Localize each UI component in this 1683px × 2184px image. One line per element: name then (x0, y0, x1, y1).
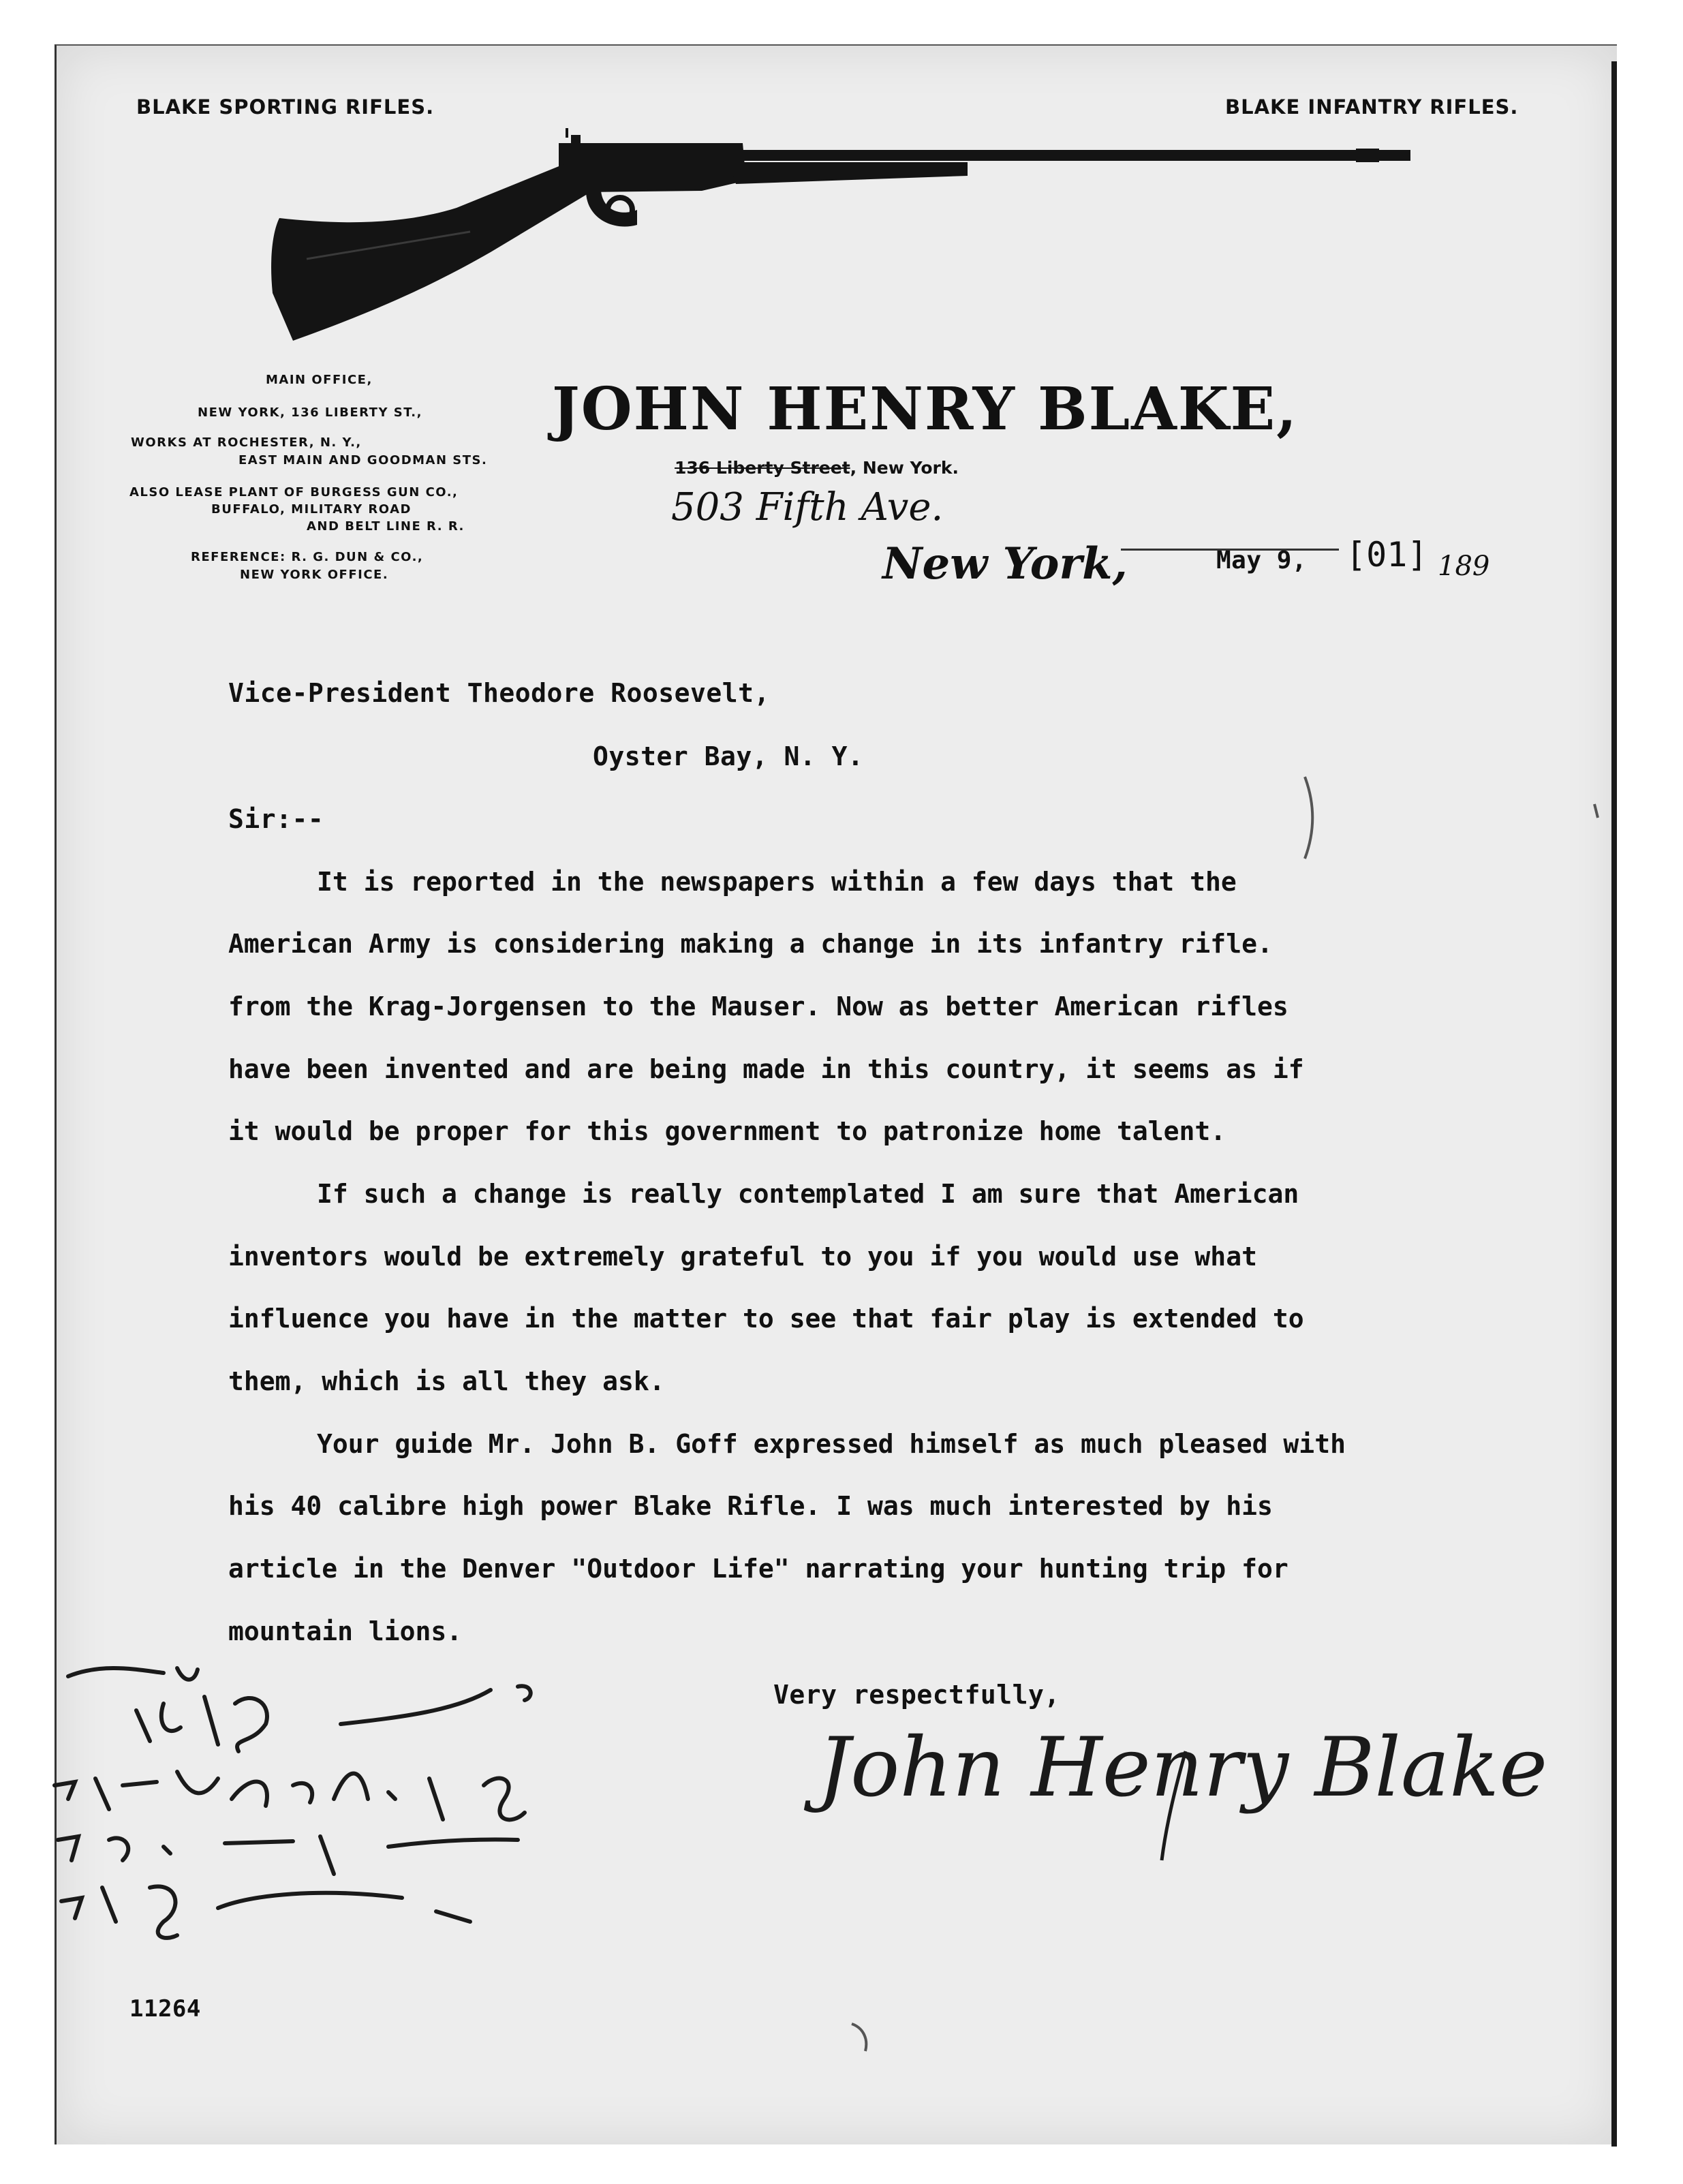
body-line: it would be proper for this government to patronize home talent. (228, 1116, 1226, 1146)
handwritten-address: 503 Fifth Ave. (671, 485, 944, 529)
body-line: influence you have in the matter to see that fair play is extended to (228, 1304, 1304, 1334)
recipient-line1: Vice-President Theodore Roosevelt, (228, 678, 770, 708)
body-line: Your guide Mr. John B. Goff expressed himself as much pleased with (317, 1429, 1346, 1459)
closing: Very respectfully, (773, 1680, 1060, 1710)
body-line: If such a change is really contemplated I am sure that American (317, 1179, 1299, 1209)
office-line: ALSO LEASE PLANT OF BURGESS GUN CO., (129, 485, 459, 499)
office-line: BUFFALO, MILITARY ROAD (211, 502, 412, 517)
left-heading: BLAKE SPORTING RIFLES. (136, 95, 435, 119)
office-line: EAST MAIN AND GOODMAN STS. (238, 453, 488, 467)
office-line: NEW YORK, 136 LIBERTY ST., (198, 405, 422, 420)
year-printed: 189 (1438, 551, 1490, 582)
office-line: MAIN OFFICE, (266, 373, 373, 387)
body-line: have been invented and are being made in this country, it seems as if (228, 1054, 1304, 1084)
office-line: REFERENCE: R. G. DUN & CO., (191, 550, 424, 564)
body-line: mountain lions. (228, 1616, 463, 1646)
body-line: inventors would be extremely grateful to you if you would use what (228, 1242, 1257, 1272)
signature: John Henry Blake (818, 1721, 1548, 1815)
recipient-line2: Oyster Bay, N. Y. (593, 741, 864, 771)
office-line: WORKS AT ROCHESTER, N. Y., (131, 435, 362, 450)
company-name: JOHN HENRY BLAKE, (552, 375, 1299, 444)
file-number: 11264 (129, 1995, 201, 2022)
body-line: his 40 calibre high power Blake Rifle. I was much interested by his (228, 1491, 1273, 1521)
body-line: article in the Denver "Outdoor Life" narrating your hunting trip for (228, 1554, 1288, 1584)
body-line: American Army is considering making a change in its infantry rifle. (228, 929, 1273, 959)
body-line: them, which is all they ask. (228, 1366, 665, 1396)
struck-address: 136 Liberty Street (675, 458, 850, 478)
salutation: Sir:-- (228, 804, 324, 834)
typed-date: May 9, (1216, 547, 1308, 574)
body-line: from the Krag-Jorgensen to the Mauser. Now as better American rifles (228, 991, 1288, 1021)
office-line: AND BELT LINE R. R. (307, 519, 465, 534)
address-city: , New York. (850, 458, 959, 478)
handwritten-city: New York, (882, 538, 1128, 589)
office-line: NEW YORK OFFICE. (240, 568, 389, 582)
right-heading: BLAKE INFANTRY RIFLES. (1225, 95, 1519, 119)
year-bracket: [01] (1346, 535, 1428, 574)
body-line: It is reported in the newspapers within a few days that the (317, 867, 1237, 897)
